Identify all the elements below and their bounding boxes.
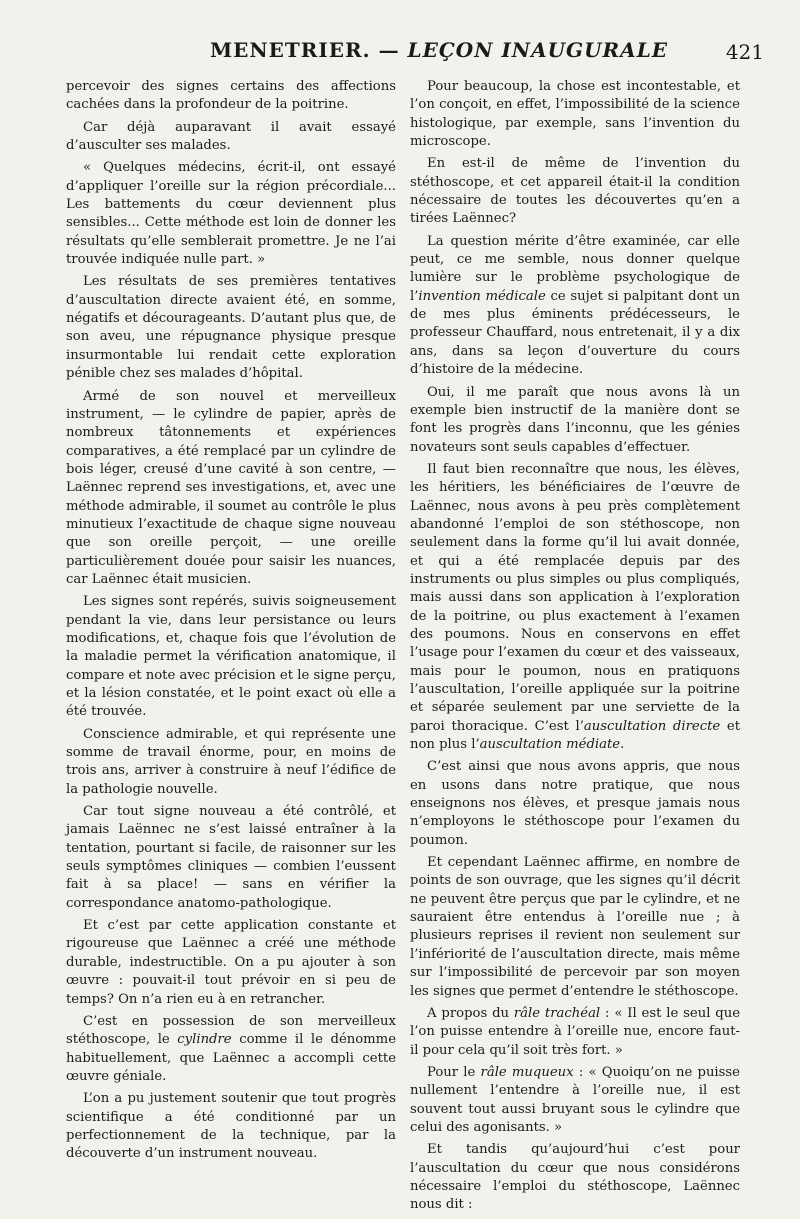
paragraph: Et tandis qu’aujourd’hui c’est pour l’auscultation du cœur que nous considérons nécessaire l’emploi du stéthoscope, Laënnec nous dit : <box>410 1142 740 1213</box>
left-column <box>66 78 396 1168</box>
text-run: ce sujet si palpitant dont un de mes plus éminents prédécesseurs, le professeur Chauffard, nous entretenait, il y a dix ans, dans sa leçon d’ouverture du cours d’histoire de la médecine. <box>410 288 741 378</box>
paragraph: « Quelques médecins, écrit-il, ont essayé d’appliquer l’oreille sur la région précordiale... Les battements du cœur deviennent plus sensibles... Cette méthode est loin de donner les résultats qu’elle semblerait promettre. Je ne l’ai trouvée indiquée nulle part. » <box>66 160 396 268</box>
emphasis: râle trachéal <box>513 1005 601 1021</box>
header-separator: — <box>370 38 408 62</box>
text-run: La question mérite d’être examinée, car elle peut, ce me semble, nous donner quelque lumière sur le problème psychologique de l’ <box>410 233 740 304</box>
paragraph: Les résultats de ses premières tentatives d’auscultation directe avaient été, en somme, négatifs et décourageants. D’autant plus que, de son aveu, une répugnance physique presque insurmontable lui rendait cette exploration pénible chez ses malades d’hôpital. <box>66 274 396 382</box>
paragraph: C’est ainsi que nous avons appris, que nous en usons dans notre pratique, que nous enseignons nos élèves, et presque jamais nous n’employons le stéthoscope pour l’examen du poumon. <box>410 759 740 848</box>
emphasis: invention médicale <box>418 288 546 304</box>
text-run: : « Quoiqu’on ne puisse nullement l’entendre à l’oreille nue, il est souvent tout aussi bruyant sous le cylindre que celui des agonisants. » <box>410 1064 740 1135</box>
paragraph <box>410 233 740 380</box>
header-title <box>210 38 668 62</box>
right-column <box>410 78 740 1219</box>
paragraph: Et c’est par cette application constante et rigoureuse que Laënnec a créé une méthode durable, indestructible. On a pu ajouter à son œuvre : pouvait-il tout prévoir en si peu de temps? On n’a rien eu à en retrancher. <box>66 918 396 1007</box>
paragraph <box>410 461 740 755</box>
paragraph: Car tout signe nouveau a été contrôlé, et jamais Laënnec ne s’est laissé entraîner à la tentation, pourtant si facile, de raisonner sur les seuls symptômes cliniques — combien l’eussent fait à sa place! — sans en vérifier la correspondance anatomo-pathologique. <box>66 804 396 911</box>
text-run: Pour le <box>427 1064 481 1080</box>
text-run: A propos du <box>427 1005 514 1021</box>
emphasis: auscultation directe <box>583 718 721 734</box>
paragraph: Car déjà auparavant il avait essayé d’ausculter ses malades. <box>66 119 396 154</box>
emphasis: râle muqueux <box>480 1064 574 1080</box>
paragraph <box>410 1064 740 1137</box>
text-run: et non plus l’ <box>410 718 740 753</box>
paragraph: L’on a pu justement soutenir que tout progrès scientifique a été conditionné par un perfectionnement de la technique, par la découverte d’un instrument nouveau. <box>66 1091 396 1162</box>
paragraph: Les signes sont repérés, suivis soigneusement pendant la vie, dans leur persistance ou leurs modifications, et, chaque fois que l’évolution de la maladie permet la vérification anatomique, il compare et note avec précision et le signe perçu, et la lésion constatée, et le point exact où elle a été trouvée. <box>66 594 396 720</box>
text-run: comme il le dénomme habituellement, que Laënnec a accompli cette œuvre géniale. <box>66 1032 396 1084</box>
paragraph: Conscience admirable, et qui représente une somme de travail énorme, pour, en moins de trois ans, arriver à construire à neuf l’édifice de la pathologie nouvelle. <box>66 726 396 797</box>
paragraph: Et cependant Laënnec affirme, en nombre de points de son ouvrage, que les signes qu’il décrit ne peuvent être perçus que par le cylindre, et ne sauraient être entendus à l’oreille nue ; à plusieurs reprises il revient non seulement sur l’infériorité de l’auscultation directe, mais même sur l’impossibilité de percevoir par son moyen les signes que permet d’entendre le stéthoscope. <box>410 855 740 999</box>
paragraph: Armé de son nouvel et merveilleux instrument, — le cylindre de papier, après de nombreux tâtonnements et expériences comparatives, a été remplacé par un cylindre de bois léger, creusé d’une cavité à son centre, — Laënnec reprend ses investigations, et, avec une méthode admirable, il soumet au contrôle le plus minutieux l’exactitude de chaque signe nouveau que son oreille perçoit, — une oreille particulièrement douée pour saisir les nuances, car Laënnec était musicien. <box>66 388 396 587</box>
header-author: MENETRIER. <box>210 38 371 62</box>
running-header <box>0 38 800 68</box>
paragraph: percevoir des signes certains des affections cachées dans la profondeur de la poitrine. <box>66 79 396 113</box>
paragraph <box>410 1005 740 1060</box>
page-number: 421 <box>725 40 764 64</box>
paragraph <box>66 1013 396 1086</box>
emphasis: cylindre <box>177 1032 232 1048</box>
paragraph: En est-il de même de l’invention du stéthoscope, et cet appareil était-il la condition nécessaire de toutes les découvertes qu’en a tirées Laënnec? <box>410 156 740 227</box>
text-run: C’est en possession de son merveilleux stéthoscope, le <box>66 1013 396 1048</box>
text-run: . <box>620 737 625 753</box>
text-run: : « Il est le seul que l’on puisse entendre à l’oreille nue, encore faut-il pour cela qu’il soit très fort. » <box>410 1005 741 1058</box>
header-lecture-title: LEÇON INAUGURALE <box>407 38 668 62</box>
text-run: Il faut bien reconnaître que nous, les élèves, les héritiers, les bénéficiaires de l’œuvre de Laënnec, nous avons à peu près complètement abandonné l’emploi de son stéthoscope, non seulement dans la forme qu’il lui avait donnée, et qui a été remplacée depuis par des instruments ou plus simples ou plus compliqués, mais aussi dans son application à l’exploration de la poitrine, ou plus exactement à l’examen des poumons. Nous en conservons en effet l’usage pour l’examen du cœur et des vaisseaux, mais pour le poumon, nous en pratiquons l’auscultation, l’oreille appliquée sur la poitrine et séparée seulement par une serviette de la paroi thoracique. C’est l’ <box>410 461 740 734</box>
paragraph: Oui, il me paraît que nous avons là un exemple bien instructif de la manière dont se font les progrès dans l’inconnu, que les génies novateurs sont seuls capables d’effectuer. <box>410 384 740 455</box>
emphasis: auscultation médiate <box>479 737 621 753</box>
paragraph: Pour beaucoup, la chose est incontestable, et l’on conçoit, en effet, l’impossibilité de la science histologique, par exemple, sans l’invention du microscope. <box>410 79 740 150</box>
